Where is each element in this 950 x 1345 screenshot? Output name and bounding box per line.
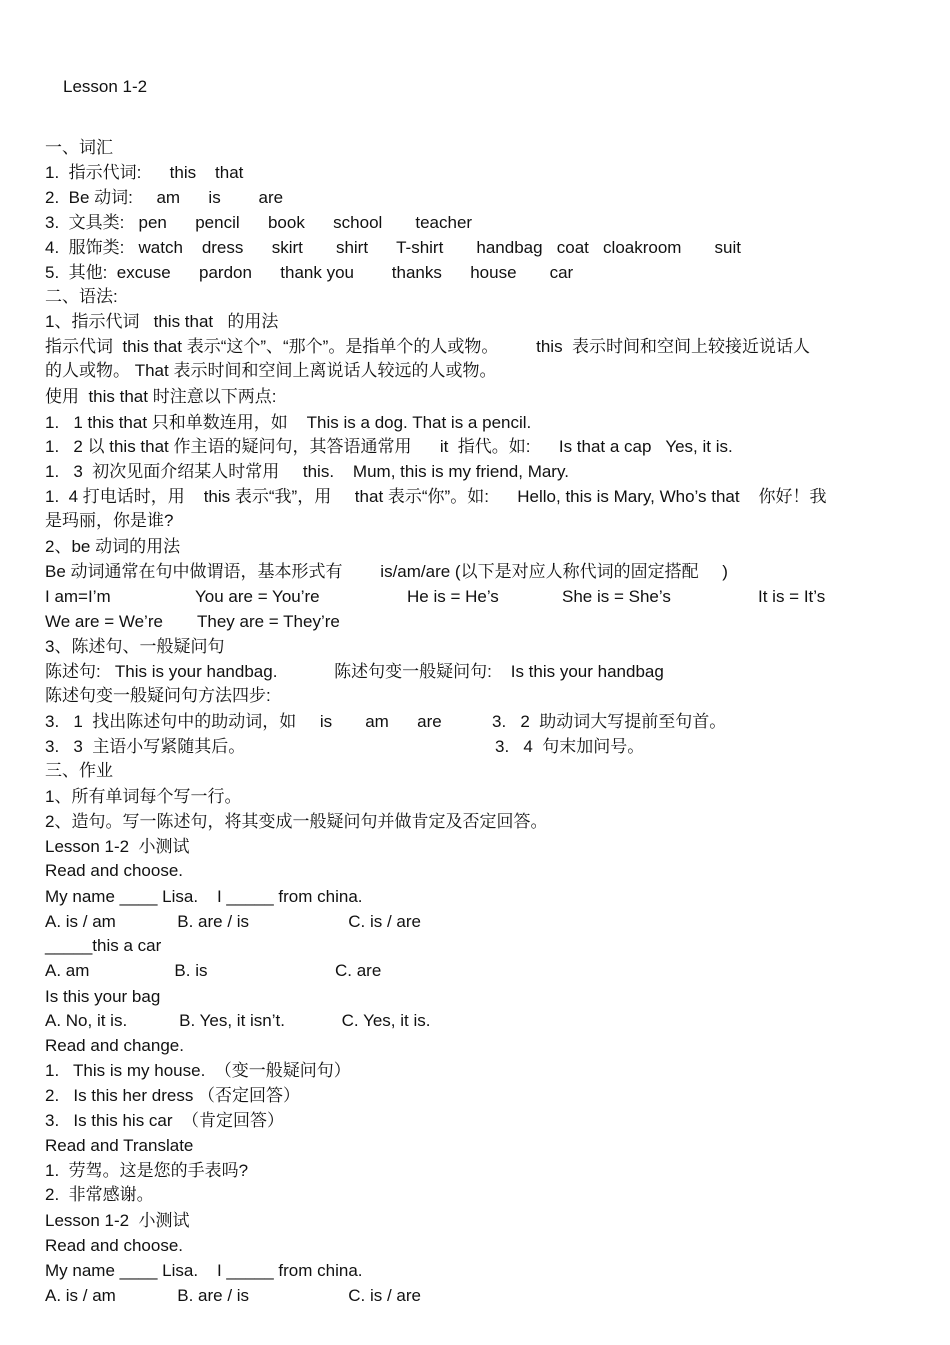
- text-line: 1. 3 初次见面介绍某人时常用 this. Mum, this is my friend, Mary.: [45, 462, 569, 481]
- pronoun-contraction: They are = They’re: [197, 612, 340, 631]
- text-line: Read and Translate: [45, 1136, 194, 1155]
- text-line: 1. 1 this that 只和单数连用，如 This is a dog. That is a pencil.: [45, 413, 532, 432]
- text-line: _____this a car: [45, 936, 162, 955]
- text-line: Read and choose.: [45, 1236, 183, 1255]
- pronoun-contraction: We are = We’re: [45, 612, 163, 631]
- text-line: 1. 2 以 this that 作主语的疑问句，其答语通常用 it 指代。如: Is that a cap Yes, it is.: [45, 437, 733, 456]
- section-heading-grammar: 二、语法:: [45, 287, 118, 306]
- text-line: 3、陈述句、一般疑问句: [45, 637, 225, 656]
- text-line: 1. 劳驾。这是您的手表吗?: [45, 1161, 249, 1180]
- conversion-step: 3. 3 主语小写紧随其后。: [45, 737, 246, 756]
- text-line: Is this your bag: [45, 987, 161, 1006]
- text-line: 1. 4 打电话时，用 this 表示“我”，用 that 表示“你”。如: Hello, this is Mary, Who’s that 你好！我: [45, 487, 827, 506]
- pronoun-contraction: You are = You’re: [195, 587, 320, 606]
- text-line: Be 动词通常在句中做谓语，基本形式有 is/am/are (以下是对应人称代词的固定搭配 ): [45, 562, 728, 581]
- text-line: 陈述句: This is your handbag. 陈述句变一般疑问句: Is this your handbag: [45, 662, 664, 681]
- text-line: 3. 文具类: pen pencil book school teacher: [45, 213, 473, 232]
- text-line: 使用 this that 时注意以下两点:: [45, 387, 277, 406]
- quiz-title: Lesson 1-2 小测试: [45, 837, 190, 856]
- text-line: My name ____ Lisa. I _____ from china.: [45, 887, 363, 906]
- pronoun-contraction: He is = He’s: [407, 587, 499, 606]
- text-line: 的人或物。 That 表示时间和空间上离说话人较远的人或物。: [45, 361, 497, 380]
- quiz-title: Lesson 1-2 小测试: [45, 1211, 190, 1230]
- text-line: A. is / am B. are / is C. is / are: [45, 1286, 421, 1305]
- text-line: 1. This is my house. （变一般疑问句）: [45, 1061, 351, 1080]
- conversion-step: 3. 2 助动词大写提前至句首。: [492, 712, 727, 731]
- text-line: 2、be 动词的用法: [45, 537, 181, 556]
- text-line: 是玛丽，你是谁?: [45, 511, 174, 530]
- text-line: 2. Is this her dress （否定回答）: [45, 1086, 301, 1105]
- text-line: 1. 指示代词: this that: [45, 163, 244, 182]
- text-line: 2. Be 动词: am is are: [45, 188, 284, 207]
- section-heading-vocabulary: 一、词汇: [45, 138, 113, 157]
- section-heading-homework: 三、作业: [45, 761, 113, 780]
- pronoun-contraction: It is = It’s: [758, 587, 826, 606]
- pronoun-contraction: She is = She’s: [562, 587, 671, 606]
- text-line: Read and change.: [45, 1036, 184, 1055]
- text-line: 3. Is this his car （肯定回答）: [45, 1111, 284, 1130]
- text-line: 2. 非常感谢。: [45, 1185, 154, 1204]
- text-line: 1、指示代词 this that 的用法: [45, 312, 279, 331]
- text-line: 4. 服饰类: watch dress skirt shirt T-shirt handbag coat cloakroom suit: [45, 238, 741, 257]
- text-line: A. am B. is C. are: [45, 961, 382, 980]
- pronoun-contraction: I am=I’m: [45, 587, 111, 606]
- text-line: 1、所有单词每个写一行。: [45, 787, 242, 806]
- text-line: 2、造句。写一陈述句，将其变成一般疑问句并做肯定及否定回答。: [45, 812, 548, 831]
- conversion-step: 3. 1 找出陈述句中的助动词，如 is am are: [45, 712, 442, 731]
- conversion-step: 3. 4 句末加问号。: [495, 737, 645, 756]
- text-line: Read and choose.: [45, 861, 183, 880]
- text-line: 陈述句变一般疑问句方法四步:: [45, 686, 271, 705]
- text-line: A. is / am B. are / is C. is / are: [45, 912, 421, 931]
- text-line: A. No, it is. B. Yes, it isn’t. C. Yes, it is.: [45, 1011, 431, 1030]
- text-line: My name ____ Lisa. I _____ from china.: [45, 1261, 363, 1280]
- text-line: 指示代词 this that 表示“这个”、“那个”。是指单个的人或物。 this 表示时间和空间上较接近说话人: [45, 337, 811, 356]
- text-line: 5. 其他: excuse pardon thank you thanks house car: [45, 263, 574, 282]
- page-title: Lesson 1-2: [63, 77, 148, 96]
